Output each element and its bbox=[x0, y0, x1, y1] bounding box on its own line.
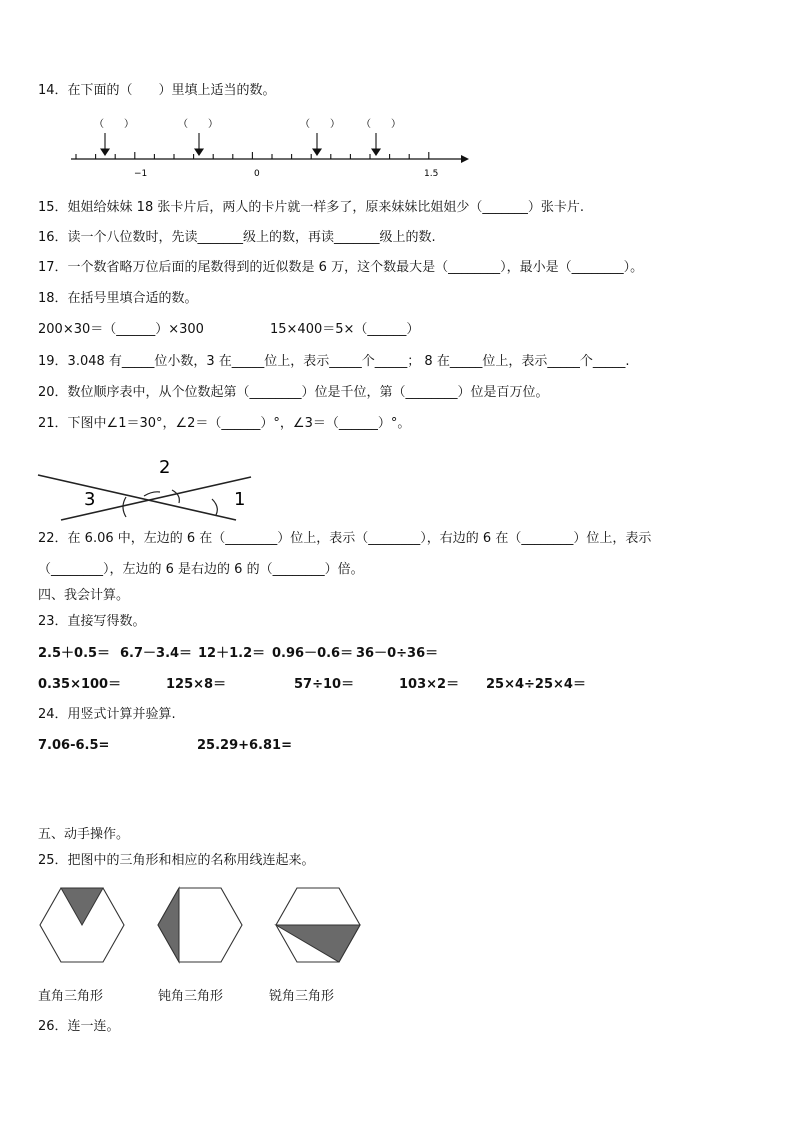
q23-r1-c1: 2.5＋0.5＝ bbox=[38, 646, 111, 661]
q14-text: 14．在下面的（ ）里填上适当的数。 bbox=[38, 83, 276, 98]
q26-text: 26．连一连。 bbox=[38, 1019, 120, 1034]
triangle-name-right: 直角三角形 bbox=[38, 989, 104, 1004]
q15-text: 15．姐姐给妹妹 18 张卡片后，两人的卡片就一样多了，原来妹妹比姐姐少（_______）张卡片. bbox=[38, 200, 584, 215]
angle-figure bbox=[36, 455, 256, 525]
hexagon-figure-2 bbox=[157, 887, 243, 963]
q18-expr-b: 15×400＝5×（______） bbox=[270, 322, 420, 337]
angle-label-2: 2 bbox=[159, 457, 171, 478]
q24-title: 24．用竖式计算并验算. bbox=[38, 707, 176, 722]
q23-r2-c2: 125×8＝ bbox=[166, 677, 227, 692]
section-5-heading: 五、动手操作。 bbox=[38, 827, 130, 842]
q20-text: 20．数位顺序表中，从个位数起第（________）位是千位，第（________）位是百万位。 bbox=[38, 385, 549, 400]
q24-expr-b: 25.29+6.81= bbox=[197, 738, 292, 753]
q23-r2-c3: 57÷10＝ bbox=[294, 677, 355, 692]
q23-r1-c5: 36－0÷36＝ bbox=[356, 646, 439, 661]
blank-bracket-4: （ ） bbox=[361, 119, 401, 130]
blank-bracket-2: （ ） bbox=[178, 119, 218, 130]
triangle-name-acute: 锐角三角形 bbox=[269, 989, 335, 1004]
tick-label-1.5: 1.5 bbox=[424, 169, 439, 179]
q25-title: 25．把图中的三角形和相应的名称用线连起来。 bbox=[38, 853, 315, 868]
q23-r2-c5: 25×4÷25×4＝ bbox=[486, 677, 586, 692]
q23-r2-c1: 0.35×100＝ bbox=[38, 677, 122, 692]
hexagon-figure-3 bbox=[275, 887, 361, 963]
q23-r1-c2: 6.7－3.4＝ bbox=[120, 646, 193, 661]
blank-bracket-3: （ ） bbox=[300, 119, 340, 130]
q16-text: 16．读一个八位数时，先读_______级上的数，再读_______级上的数. bbox=[38, 230, 436, 245]
q23-title: 23．直接写得数。 bbox=[38, 614, 146, 629]
q23-r1-c4: 0.96－0.6＝ bbox=[272, 646, 354, 661]
q24-expr-a: 7.06-6.5= bbox=[38, 738, 110, 753]
q19-text: 19．3.048 有_____位小数，3 在_____位上，表示_____个_____； 8 在_____位上，表示_____个_____. bbox=[38, 354, 630, 369]
tick-label-0: 0 bbox=[254, 169, 260, 179]
q23-r1-c3: 12＋1.2＝ bbox=[198, 646, 266, 661]
section-4-heading: 四、我会计算。 bbox=[38, 588, 130, 603]
q22-line2: （________），左边的 6 是右边的 6 的（________）倍。 bbox=[38, 562, 364, 577]
blank-bracket-1: （ ） bbox=[94, 119, 134, 130]
q18-title: 18．在括号里填合适的数。 bbox=[38, 291, 198, 306]
q21-text: 21．下图中∠1＝30°，∠2＝（______）°，∠3＝（______）°。 bbox=[38, 416, 411, 431]
q17-text: 17．一个数省略万位后面的尾数得到的近似数是 6 万，这个数最大是（________），最小是（________）。 bbox=[38, 260, 644, 275]
tick-label-minus1: −1 bbox=[134, 169, 148, 179]
hexagon-figure-1 bbox=[39, 887, 125, 963]
angle-label-1: 1 bbox=[234, 489, 246, 510]
q22-line1: 22．在 6.06 中，左边的 6 在（________）位上，表示（________），右边的 6 在（________）位上，表示 bbox=[38, 531, 652, 546]
angle-label-3: 3 bbox=[84, 489, 96, 510]
q23-r2-c4: 103×2＝ bbox=[399, 677, 460, 692]
triangle-name-obtuse: 钝角三角形 bbox=[158, 989, 224, 1004]
q18-expr-a: 200×30＝（______）×300 bbox=[38, 322, 204, 337]
number-line-figure bbox=[66, 113, 506, 183]
